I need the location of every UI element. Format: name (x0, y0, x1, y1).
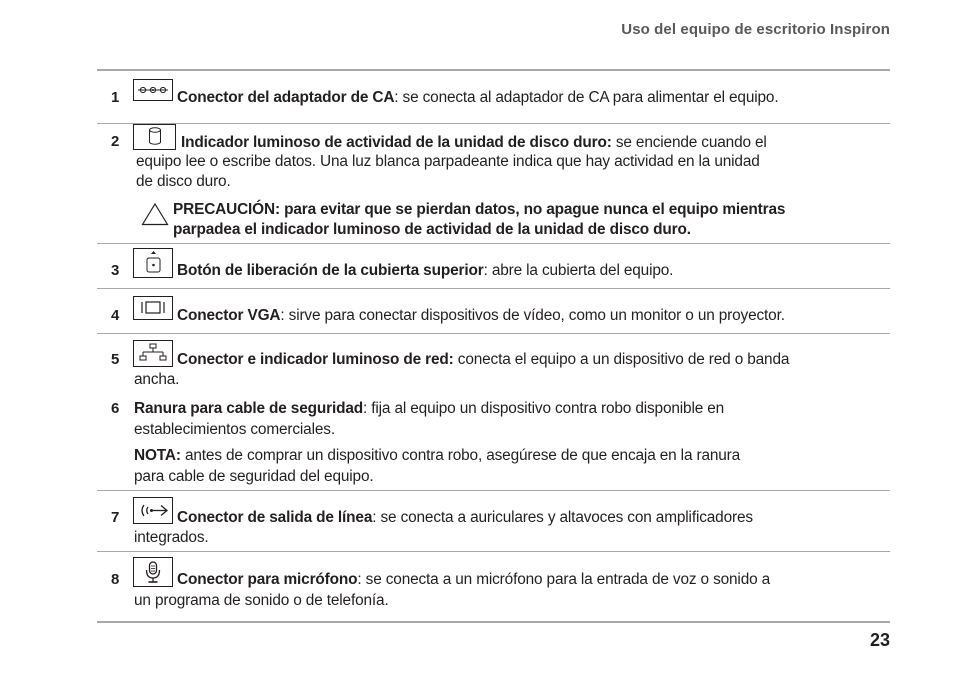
item-title: Ranura para cable de seguridad (134, 400, 364, 417)
item-description: establecimientos comerciales. (134, 421, 335, 438)
item-text (177, 261, 673, 281)
item-title: Conector e indicador luminoso de red: (177, 351, 454, 368)
item-description: ancha. (134, 371, 180, 388)
item-title: Conector VGA (177, 307, 281, 324)
page-number: 23 (869, 630, 890, 650)
item-text (177, 508, 753, 528)
item-description: conecta el equipo a un dispositivo de red o banda (453, 351, 790, 368)
item-title: Indicador luminoso de actividad de la unidad de disco duro: (181, 134, 612, 151)
item-description: : se conecta a auriculares y altavoces con amplificadores (372, 509, 753, 526)
note-body: para cable de seguridad del equipo. (134, 468, 374, 485)
caution-text: PRECAUCIÓN: para evitar que se pierdan datos, no apague nunca el equipo mientras (173, 201, 786, 218)
item-title: Conector de salida de línea (177, 509, 373, 526)
item-title: Botón de liberación de la cubierta superior (177, 262, 484, 279)
item-number: 1 (111, 89, 120, 106)
page-header: Uso del equipo de escritorio Inspiron (621, 21, 890, 38)
item-number: 7 (111, 509, 120, 526)
note-text (134, 446, 740, 466)
item-title: Conector del adaptador de CA (177, 89, 395, 106)
item-text (177, 306, 785, 326)
item-text (177, 570, 770, 590)
row-divider (97, 490, 890, 491)
item-description: integrados. (134, 529, 209, 546)
table-bottom-rule (97, 621, 890, 623)
note-label: NOTA: (134, 447, 181, 464)
row-divider (97, 288, 890, 289)
item-text (177, 350, 789, 370)
row-divider (97, 333, 890, 334)
item-description: de disco duro. (136, 173, 231, 190)
item-description: se enciende cuando el (611, 134, 767, 151)
row-divider (97, 123, 890, 124)
note-body: antes de comprar un dispositivo contra robo, asegúrese de que encaja en la ranura (180, 447, 741, 464)
item-description: equipo lee o escribe datos. Una luz blanca parpadeante indica que hay actividad en la unidad (136, 153, 760, 170)
item-number: 4 (111, 307, 120, 324)
caution-icon (141, 202, 169, 231)
hard-drive-icon (133, 124, 176, 150)
item-number: 8 (111, 571, 120, 588)
item-description: : fija al equipo un dispositivo contra robo disponible en (363, 400, 725, 417)
item-title: Conector para micrófono (177, 571, 358, 588)
ac-adapter-icon (133, 79, 173, 101)
table-top-rule (97, 69, 890, 71)
row-divider (97, 243, 890, 244)
caution-text: parpadea el indicador luminoso de actividad de la unidad de disco duro. (173, 221, 691, 238)
item-number: 6 (111, 400, 120, 417)
item-text (177, 88, 778, 108)
item-number: 5 (111, 351, 120, 368)
item-description: : abre la cubierta del equipo. (483, 262, 674, 279)
line-out-icon (133, 497, 173, 524)
item-description: : se conecta al adaptador de CA para alimentar el equipo. (394, 89, 779, 106)
item-number: 2 (111, 133, 120, 150)
row-divider (97, 551, 890, 552)
item-description: : sirve para conectar dispositivos de vídeo, como un monitor o un proyector. (280, 307, 785, 324)
network-icon (133, 340, 173, 367)
cover-release-icon (133, 248, 173, 278)
vga-icon (133, 296, 173, 320)
item-text (181, 133, 767, 153)
item-description: un programa de sonido o de telefonía. (134, 592, 389, 609)
item-number: 3 (111, 262, 120, 279)
item-description: : se conecta a un micrófono para la entrada de voz o sonido a (357, 571, 771, 588)
microphone-icon (133, 557, 173, 587)
item-text (134, 399, 724, 419)
